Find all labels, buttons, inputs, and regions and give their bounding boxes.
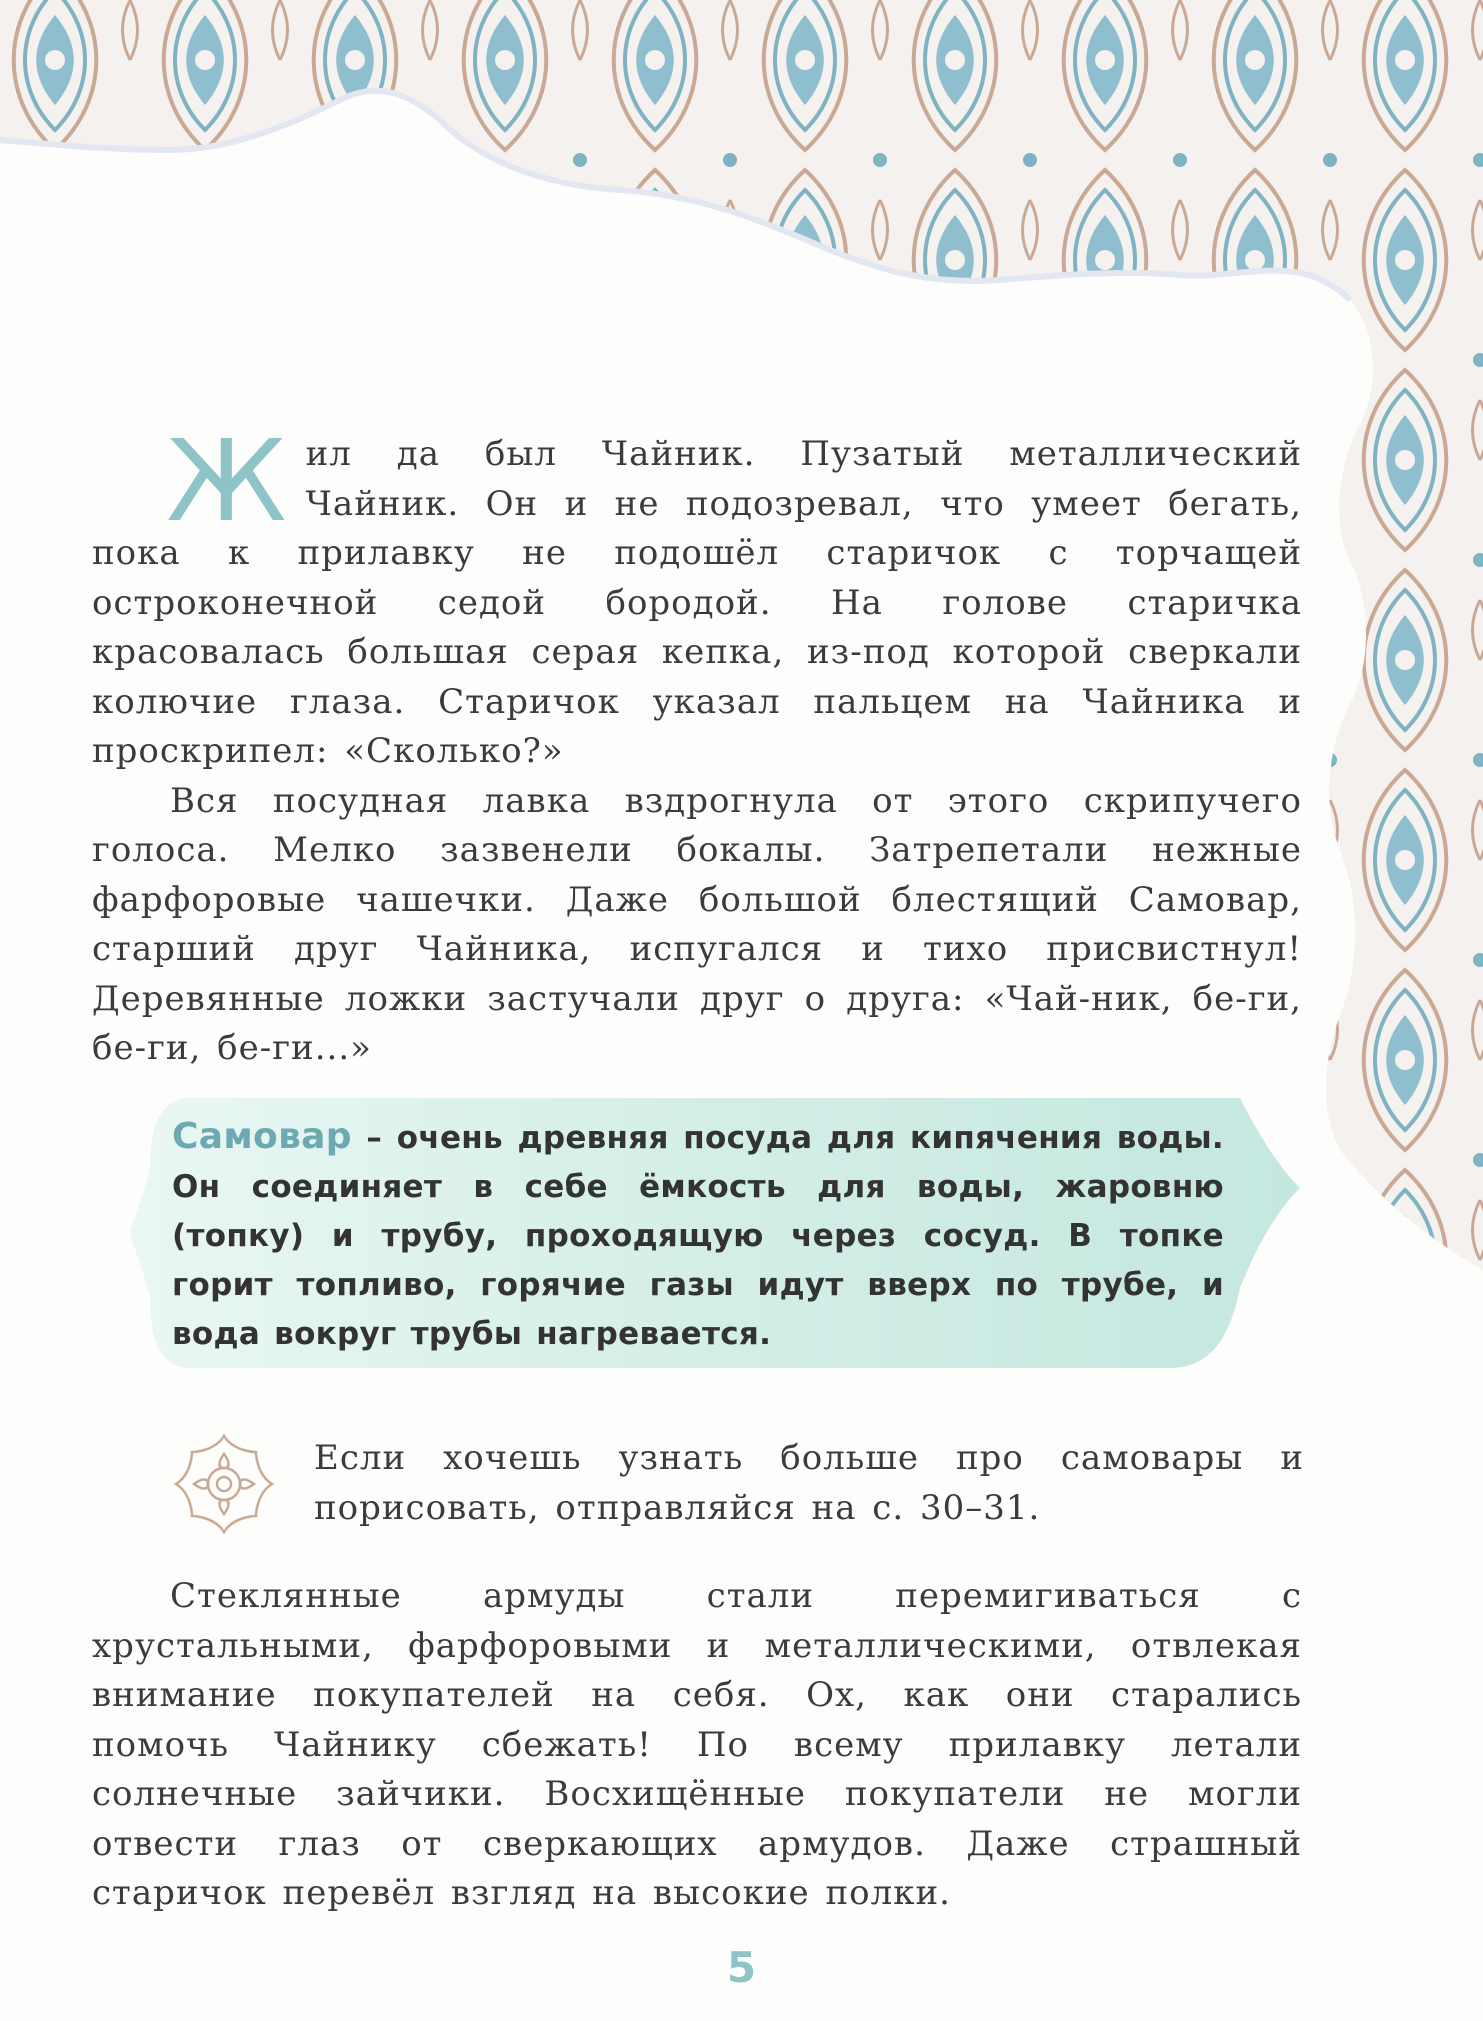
info-box-term: Самовар <box>172 1116 352 1157</box>
story-paragraph-3-block <box>92 1572 1302 1919</box>
story-paragraph-2: Вся посудная лавка вздрогнула от этого скрипучего голоса. Мелко зазвенели бокалы. Затрепетали нежные фарфоровые чашечки. Даже большой блестящий Самовар, старший друг Чайника, испугался и тихо присвистнул! Деревянные ложки застучали друг о друга: «Чай-ник, бе-ги, бе-ги, бе-ги...» <box>92 780 1302 1068</box>
drop-cap: Ж <box>166 417 288 547</box>
info-box-text <box>172 1112 1224 1359</box>
story-paragraph-3: Стеклянные армуды стали перемигиваться с хрустальными, фарфоровыми и металлическими, отвлекая внимание покупателей на себя. Ох, как они старались помочь Чайнику сбежать! По всему прилавку летали солнечные зайчики. Восхищённые покупатели не могли отвести глаз от сверкающих армудов. Даже страшный старичок перевёл взгляд на высокие полки. <box>92 1576 1302 1913</box>
info-box-definition: – очень древняя посуда для кипячения воды. Он соединяет в себе ёмкость для воды, жаровню (топку) и трубу, проходящую через сосуд. В топке горит топливо, горячие газы идут вверх по трубе, и вода вокруг трубы нагревается. <box>172 1120 1224 1352</box>
tip-text: Если хочешь узнать больше про самовары и порисовать, отправляйся на с. 30–31. <box>314 1438 1304 1528</box>
story-paragraph-1-text: ил да был Чайник. Пузатый металлический Чайник. Он и не подозревал, что умеет бегать, пока к прилавку не подошёл старичок с торчащей остроконечной седой бородой. На голове старичка красовалась большая серая кепка, из-под которой сверкали колючие глаза. Старичок указал пальцем на Чайника и проскрипел: «Сколько?» <box>92 434 1302 771</box>
ornament-flower-icon <box>172 1432 276 1536</box>
page-number: 5 <box>726 1943 757 1992</box>
story-paragraph-1 <box>92 417 1302 1074</box>
